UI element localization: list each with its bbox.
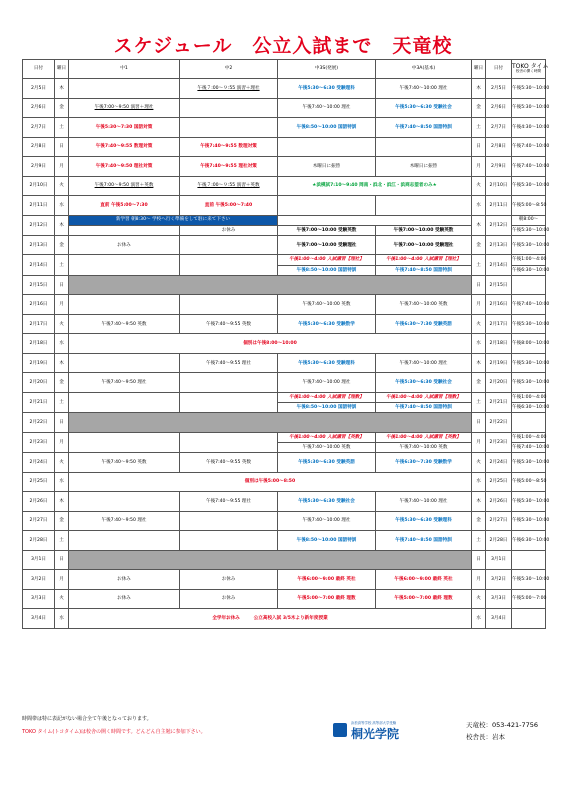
c3h-cell: 午後7:40～10:00 英数	[278, 295, 376, 315]
table-row	[23, 589, 546, 609]
c3h-cell	[278, 137, 376, 157]
toko-logo	[333, 720, 423, 742]
date-cell: 2月14日	[23, 255, 55, 275]
date-cell-right: 2月22日	[486, 413, 512, 433]
dow-cell-right: 日	[472, 275, 486, 295]
date-cell-right: 2月19日	[486, 353, 512, 373]
dow-cell-right: 月	[472, 570, 486, 590]
c3k-cell: 午後7:40～10:00 理社	[376, 353, 472, 373]
date-cell: 2月8日	[23, 137, 55, 157]
toko-cell: 午後8:00～10:00	[512, 334, 546, 354]
date-cell-right: 2月25日	[486, 472, 512, 492]
date-cell-right: 2月21日	[486, 392, 512, 412]
date-cell: 2月17日	[23, 314, 55, 334]
footer-note-1: 時間帯は特に表記がない場合全て午後となっております。	[22, 716, 152, 722]
table-row	[23, 353, 546, 373]
table-row	[23, 118, 546, 138]
c3h-cell: 午後7:40～10:00 理社	[278, 373, 376, 393]
c1-cell	[69, 225, 180, 235]
header-c1: 中1	[69, 60, 180, 79]
dow-cell-right: 月	[472, 295, 486, 315]
dow-cell: 金	[55, 373, 69, 393]
table-row	[23, 137, 546, 157]
c1-cell: 午後7:40～9:55 数理対策	[69, 137, 180, 157]
c2-cell	[180, 255, 278, 275]
c3k-cell: 午後7:40～8:50 国語特訓	[376, 403, 472, 413]
nav-banner: 新学習 朝8:30～ 学校へ行く準備をして駐に来て下さい	[69, 215, 278, 225]
c3h-cell: 午後7:00～10:00 受験英数	[278, 225, 376, 235]
c1-cell	[69, 531, 180, 551]
dow-cell-right: 木	[472, 353, 486, 373]
dow-cell: 月	[55, 432, 69, 452]
c2-cell: 午後7:40～9:55 理社対策	[180, 157, 278, 177]
date-cell: 2月22日	[23, 413, 55, 433]
c3k-cell: 午後7:00～10:00 受験理社	[376, 235, 472, 255]
c3k-cell: 午後1:00～4:00 入試講習【理数】	[376, 392, 472, 402]
date-cell: 2月26日	[23, 492, 55, 512]
c3k-cell: 午後1:00～4:00 入試講習【理社】	[376, 255, 472, 265]
dow-cell-right: 金	[472, 235, 486, 255]
dow-cell-right: 土	[472, 118, 486, 138]
date-cell: 3月3日	[23, 589, 55, 609]
table-row	[23, 79, 546, 99]
dow-cell: 火	[55, 589, 69, 609]
c1-cell: 午後5:30～7:30 国語対策	[69, 118, 180, 138]
c2-cell	[180, 118, 278, 138]
c2-cell: お休み	[180, 589, 278, 609]
table-row	[23, 176, 546, 196]
date-cell: 2月25日	[23, 472, 55, 492]
schedule-table	[22, 59, 550, 629]
date-cell-right: 2月23日	[486, 432, 512, 452]
table-row	[23, 531, 546, 551]
date-cell-right: 2月10日	[486, 176, 512, 196]
c3h-cell: 午後5:00～7:00 最終 理数	[278, 589, 376, 609]
toko-cell: 午後4:30～10:00	[512, 118, 546, 138]
date-cell-right: 2月8日	[486, 137, 512, 157]
c2-cell	[180, 373, 278, 393]
dow-cell: 火	[55, 453, 69, 473]
dow-cell: 木	[55, 492, 69, 512]
c3h-cell: 午後8:50～10:00 国語特訓	[278, 118, 376, 138]
date-cell: 2月10日	[23, 176, 55, 196]
dow-cell: 金	[55, 511, 69, 531]
date-cell-right: 3月1日	[486, 550, 512, 570]
c1-cell	[69, 353, 180, 373]
c3h-cell: 午後1:00～4:00 入試講習【理社】	[278, 255, 376, 265]
date-cell-right: 2月26日	[486, 492, 512, 512]
dow-cell: 火	[55, 176, 69, 196]
header-c3h: 中3S(発展)	[278, 60, 376, 79]
header-date: 日付	[23, 60, 55, 79]
toko-cell: 午後5:30～10:00	[512, 225, 546, 235]
c3-span-cell: ★浜模試7:10～9:40 岡南・浜北・浜江・浜商志望者のみ★	[278, 176, 472, 196]
c3k-cell: 午後7:00～10:00 受験英数	[376, 225, 472, 235]
table-row	[23, 550, 546, 570]
date-cell-right: 2月20日	[486, 373, 512, 393]
toko-cell: 午後7:40～10:00	[512, 295, 546, 315]
dow-cell: 日	[55, 413, 69, 433]
date-cell-right: 2月7日	[486, 118, 512, 138]
toko-cell: 午後5:00～8:50	[512, 196, 546, 216]
dow-cell-right: 金	[472, 98, 486, 118]
table-row	[23, 295, 546, 315]
dow-cell: 日	[55, 550, 69, 570]
toko-cell: 午後5:00～8:50	[512, 472, 546, 492]
c3k-cell: 木曜日に振替	[376, 157, 472, 177]
c1-cell	[69, 255, 180, 275]
c1-cell: 午後7:40～9:50 理社	[69, 511, 180, 531]
date-cell-right: 3月2日	[486, 570, 512, 590]
table-row	[23, 157, 546, 177]
dow-cell-right: 日	[472, 550, 486, 570]
date-cell: 3月2日	[23, 570, 55, 590]
toko-cell: 午後6:30～10:00	[512, 403, 546, 413]
closed-cell	[69, 413, 472, 433]
span-cell: 個別は午後8:00～10:00	[69, 334, 472, 354]
table-row	[23, 492, 546, 512]
c3k-cell: 午後7:40～10:00 英数	[376, 443, 472, 453]
c1-cell: 午後7:40～9:50 英数	[69, 453, 180, 473]
toko-cell: 午後5:30～10:00	[512, 353, 546, 373]
c3h-cell: 午後5:30～6:30 受験英語	[278, 453, 376, 473]
toko-cell: 午後5:30～10:00	[512, 570, 546, 590]
toko-cell: 午後5:30～10:00	[512, 511, 546, 531]
c3h-cell: 午後8:50～10:00 国語特訓	[278, 531, 376, 551]
dow-cell-right: 火	[472, 453, 486, 473]
c2-cell	[180, 235, 278, 255]
cell	[278, 215, 472, 225]
c3h-cell: 午後7:00～10:00 受験理社	[278, 235, 376, 255]
c3k-cell: 午後7:40～8:50 国語特訓	[376, 265, 472, 275]
header-dow: 曜日	[55, 60, 69, 79]
c2-cell: お休み	[180, 225, 278, 235]
toko-cell	[512, 550, 546, 570]
toko-cell: 午後5:30～10:00	[512, 373, 546, 393]
table-row	[23, 413, 546, 433]
dow-cell-right: 土	[472, 531, 486, 551]
toko-cell: 午後5:30～10:00	[512, 235, 546, 255]
c1-cell: 午後7:40～9:50 英数	[69, 314, 180, 334]
date-cell: 2月19日	[23, 353, 55, 373]
c3k-cell: 午後5:00～7:00 最終 理数	[376, 589, 472, 609]
c3k-cell: 午後6:00～9:00 最終 英社	[376, 570, 472, 590]
date-cell-right: 2月9日	[486, 157, 512, 177]
date-cell-right: 2月18日	[486, 334, 512, 354]
table-row	[23, 570, 546, 590]
toko-cell	[512, 609, 546, 629]
dow-cell: 土	[55, 531, 69, 551]
table-row	[23, 215, 546, 225]
c1-cell	[69, 492, 180, 512]
date-cell: 2月5日	[23, 79, 55, 99]
school-phone: 天竜校：053-421-7756	[466, 721, 539, 729]
date-cell: 2月11日	[23, 196, 55, 216]
c1-cell: 午後7:40～9:50 理社対策	[69, 157, 180, 177]
c3k-cell: 午後7:40～8:50 国語特訓	[376, 118, 472, 138]
c1-cell	[69, 432, 180, 452]
toko-cell: 午後5:30～10:00	[512, 98, 546, 118]
c2-cell	[180, 531, 278, 551]
dow-cell: 木	[55, 79, 69, 99]
dow-cell-right: 水	[472, 334, 486, 354]
dow-cell: 金	[55, 98, 69, 118]
dow-cell-right: 火	[472, 314, 486, 334]
dow-cell: 日	[55, 137, 69, 157]
toko-cell: 午後6:30～10:00	[512, 531, 546, 551]
toko-cell: 午後5:30～10:00	[512, 314, 546, 334]
date-cell: 2月15日	[23, 275, 55, 295]
table-row	[23, 314, 546, 334]
date-cell-right: 2月11日	[486, 196, 512, 216]
dow-cell-right: 土	[472, 392, 486, 412]
table-row	[23, 511, 546, 531]
span-cell: 個別は午後5:00～8:50	[69, 472, 472, 492]
header-c3k: 中3A(基本)	[376, 60, 472, 79]
dow-cell: 水	[55, 609, 69, 629]
c1-cell: お休み	[69, 570, 180, 590]
toko-title: TOKO タイム	[512, 62, 549, 70]
c3h-cell: 午後7:40～10:00 理社	[278, 511, 376, 531]
table-row	[23, 453, 546, 473]
span-cell: 全学年お休み 公立高校入試 3/5木より新年度授業	[69, 609, 472, 629]
c2-cell: 午後7:40～9:55 数理対策	[180, 137, 278, 157]
c3h-cell: 午後1:00～4:00 入試講習【理数】	[278, 392, 376, 402]
date-cell-right: 2月15日	[486, 275, 512, 295]
dow-cell: 土	[55, 118, 69, 138]
date-cell: 2月27日	[23, 511, 55, 531]
date-cell: 2月23日	[23, 432, 55, 452]
c2-cell	[180, 432, 278, 452]
c3h-cell	[278, 196, 376, 216]
c3h-cell: 午後1:00～4:00 入試講習【英数】	[278, 432, 376, 442]
date-cell-right: 2月24日	[486, 453, 512, 473]
c3h-cell: 木曜日に振替	[278, 157, 376, 177]
header-dow-right: 曜日	[472, 60, 486, 79]
c2-cell: 午後７:00～９:55 演習＋英数	[180, 176, 278, 196]
closed-cell	[69, 275, 472, 295]
c1-cell: 午後7:00～9:50 演習＋理社	[69, 98, 180, 118]
toko-cell: 午後7:40～10:00	[512, 157, 546, 177]
c3k-cell: 午後6:30～7:30 受験数学	[376, 453, 472, 473]
date-cell: 2月6日	[23, 98, 55, 118]
date-cell-right: 2月16日	[486, 295, 512, 315]
date-cell: 2月21日	[23, 392, 55, 412]
c3k-cell: 午後5:30～6:30 受験社会	[376, 98, 472, 118]
c1-cell: 午後7:00～9:50 演習＋英数	[69, 176, 180, 196]
date-cell: 2月13日	[23, 235, 55, 255]
c3k-cell: 午後7:40～10:00 英数	[376, 295, 472, 315]
toko-cell: 午後1:00～4:00	[512, 432, 546, 442]
table-row	[23, 275, 546, 295]
table-row	[23, 472, 546, 492]
c2-cell	[180, 295, 278, 315]
dow-cell: 土	[55, 392, 69, 412]
table-row	[23, 432, 546, 442]
logo-mark-icon	[333, 723, 347, 737]
c1-cell: お休み	[69, 235, 180, 255]
c2-cell: 直前 午後5:00～7:40	[180, 196, 278, 216]
c2-cell: お休み	[180, 570, 278, 590]
c2-cell: 午後7:40～9:55 英数	[180, 453, 278, 473]
dow-cell: 木	[55, 353, 69, 373]
c3h-cell: 午後5:30～6:30 受験数学	[278, 314, 376, 334]
dow-cell-right: 水	[472, 196, 486, 216]
dow-cell-right: 火	[472, 589, 486, 609]
date-cell-right: 2月13日	[486, 235, 512, 255]
date-cell: 2月7日	[23, 118, 55, 138]
table-row	[23, 225, 546, 235]
toko-cell: 午後1:00～4:00	[512, 392, 546, 402]
c3h-cell: 午後7:40～10:00 英数	[278, 443, 376, 453]
header-toko	[512, 60, 549, 79]
c2-cell: 午後7:40～9:55 理社	[180, 492, 278, 512]
dow-cell-right: 月	[472, 432, 486, 452]
table-row	[23, 196, 546, 216]
c3k-cell: 午後7:40～10:00 理社	[376, 79, 472, 99]
dow-cell: 木	[55, 215, 69, 235]
logo-small-text: 浜松高等学校 高等部大学受験	[351, 721, 397, 725]
c3h-cell: 午後8:50～10:00 国語特訓	[278, 265, 376, 275]
table-row	[23, 255, 546, 265]
c2-cell	[180, 511, 278, 531]
c2-cell: 午後7:40～9:55 理社	[180, 353, 278, 373]
date-cell-right: 2月27日	[486, 511, 512, 531]
header-row	[23, 60, 546, 79]
date-cell: 2月28日	[23, 531, 55, 551]
dow-cell-right: 木	[472, 492, 486, 512]
date-cell-right: 2月5日	[486, 79, 512, 99]
dow-cell: 金	[55, 235, 69, 255]
date-cell: 2月20日	[23, 373, 55, 393]
dow-cell: 日	[55, 275, 69, 295]
c3h-cell: 午後5:30～6:30 受験理科	[278, 353, 376, 373]
dow-cell: 月	[55, 295, 69, 315]
toko-cell: 午後7:40～10:00	[512, 443, 546, 453]
c1-cell: お休み	[69, 589, 180, 609]
c3k-cell	[376, 137, 472, 157]
dow-cell-right: 日	[472, 137, 486, 157]
date-cell: 2月18日	[23, 334, 55, 354]
date-cell-right: 2月12日	[486, 215, 512, 235]
c3h-cell: 午後6:00～9:00 最終 英社	[278, 570, 376, 590]
header-date-right: 日付	[486, 60, 512, 79]
dow-cell-right: 木	[472, 79, 486, 99]
toko-cell: 朝8:00～	[512, 215, 546, 225]
date-cell: 3月1日	[23, 550, 55, 570]
toko-cell	[512, 275, 546, 295]
c3h-cell: 午後5:30～6:30 受験理科	[278, 79, 376, 99]
date-cell: 3月4日	[23, 609, 55, 629]
c2-cell: 午後7:40～9:55 英数	[180, 314, 278, 334]
c1-cell: 午後7:40～9:50 理社	[69, 373, 180, 393]
table-row	[23, 609, 546, 629]
dow-cell: 月	[55, 570, 69, 590]
date-cell: 2月12日	[23, 215, 55, 235]
dow-cell: 水	[55, 334, 69, 354]
toko-cell: 午後5:30～10:00	[512, 453, 546, 473]
c1-cell	[69, 79, 180, 99]
c1-cell: 直前 午後5:00～7:30	[69, 196, 180, 216]
toko-cell: 午後5:30～10:00	[512, 79, 546, 99]
dow-cell: 水	[55, 472, 69, 492]
c3k-cell: 午後7:40～10:00 理社	[376, 492, 472, 512]
c3k-cell: 午後6:30～7:30 受験英語	[376, 314, 472, 334]
dow-cell-right: 土	[472, 255, 486, 275]
date-cell-right: 2月6日	[486, 98, 512, 118]
dow-cell-right: 水	[472, 609, 486, 629]
c2-cell	[180, 392, 278, 412]
dow-cell-right: 木	[472, 215, 486, 235]
date-cell-right: 2月28日	[486, 531, 512, 551]
c3k-cell	[376, 196, 472, 216]
dow-cell-right: 金	[472, 373, 486, 393]
school-head: 校舎長：岩本	[466, 733, 505, 741]
table-row	[23, 235, 546, 255]
c2-cell	[180, 98, 278, 118]
toko-sub: 校舎の開く時間	[515, 69, 542, 73]
dow-cell-right: 月	[472, 157, 486, 177]
toko-cell	[512, 413, 546, 433]
table-row	[23, 98, 546, 118]
c2-cell: 午後７:00～９:55 演習＋理社	[180, 79, 278, 99]
c3h-cell: 午後8:50～10:00 国語特訓	[278, 403, 376, 413]
c3k-cell: 午後5:30～6:30 受験理科	[376, 511, 472, 531]
toko-cell: 午後5:30～10:00	[512, 176, 546, 196]
dow-cell: 火	[55, 314, 69, 334]
c3k-cell: 午後7:40～8:50 国語特訓	[376, 531, 472, 551]
logo-main-text: 桐光学院	[351, 727, 400, 741]
dow-cell-right: 水	[472, 472, 486, 492]
c3k-cell: 午後1:00～4:00 入試講習【英数】	[376, 432, 472, 442]
dow-cell: 水	[55, 196, 69, 216]
date-cell: 2月9日	[23, 157, 55, 177]
date-cell: 2月24日	[23, 453, 55, 473]
date-cell-right: 2月17日	[486, 314, 512, 334]
toko-cell: 午後1:00～4:00	[512, 255, 546, 265]
c1-cell	[69, 295, 180, 315]
table-row	[23, 373, 546, 393]
page-title: スケジュール 公立入試まで 天竜校	[113, 35, 453, 57]
toko-cell: 午後7:40～10:00	[512, 137, 546, 157]
date-cell-right: 3月4日	[486, 609, 512, 629]
dow-cell-right: 火	[472, 176, 486, 196]
closed-cell	[69, 550, 472, 570]
dow-cell-right: 日	[472, 413, 486, 433]
toko-cell: 午後5:00～7:00	[512, 589, 546, 609]
date-cell-right: 3月3日	[486, 589, 512, 609]
dow-cell: 月	[55, 157, 69, 177]
date-cell: 2月16日	[23, 295, 55, 315]
c3h-cell: 午後5:30～6:30 受験社会	[278, 492, 376, 512]
c1-cell	[69, 392, 180, 412]
table-row	[23, 334, 546, 354]
footer-note-2: TOKO タイム(トコタイム)は校舎の開く時間です。どんどん自主勉に参加下さい。	[22, 729, 206, 735]
dow-cell: 土	[55, 255, 69, 275]
c3h-cell: 午後7:40～10:00 理社	[278, 98, 376, 118]
table-row	[23, 392, 546, 402]
dow-cell-right: 金	[472, 511, 486, 531]
header-c2: 中2	[180, 60, 278, 79]
toko-cell: 午後5:30～10:00	[512, 492, 546, 512]
c3k-cell: 午後5:30～6:30 受験社会	[376, 373, 472, 393]
toko-cell: 午後6:30～10:00	[512, 265, 546, 275]
date-cell-right: 2月14日	[486, 255, 512, 275]
